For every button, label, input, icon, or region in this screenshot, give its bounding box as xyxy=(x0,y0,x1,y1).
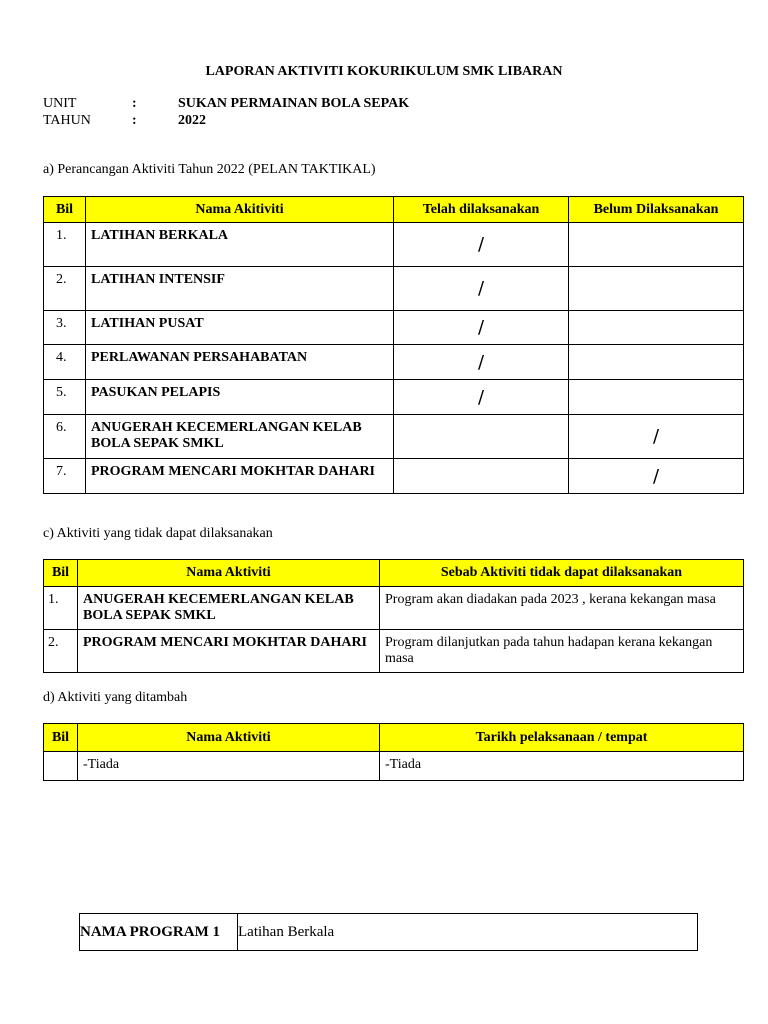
row-nama: LATIHAN PUSAT xyxy=(86,311,394,345)
col-nama: Nama Akitiviti xyxy=(86,197,394,223)
row-telah xyxy=(394,459,569,494)
table-row xyxy=(44,752,744,781)
table-row xyxy=(44,223,744,267)
table-row xyxy=(44,415,744,459)
row-bil: 5. xyxy=(44,380,86,415)
col-telah: Telah dilaksanakan xyxy=(394,197,569,223)
program-row xyxy=(80,914,698,951)
unit-label: UNIT xyxy=(43,96,77,111)
table-row xyxy=(44,630,744,673)
unit-value: SUKAN PERMAINAN BOLA SEPAK xyxy=(178,96,410,111)
col-sebab: Sebab Aktiviti tidak dapat dilaksanakan xyxy=(380,560,744,587)
row-telah xyxy=(394,415,569,459)
col-nama: Nama Aktiviti xyxy=(78,724,380,752)
row-bil: 6. xyxy=(44,415,86,459)
row-belum: / xyxy=(569,415,744,459)
row-nama: PASUKAN PELAPIS xyxy=(86,380,394,415)
row-sebab: Program akan diadakan pada 2023 , kerana kekangan masa xyxy=(380,587,744,630)
col-bil: Bil xyxy=(44,724,78,752)
row-nama: ANUGERAH KECEMERLANGAN KELAB BOLA SEPAK SMKL xyxy=(78,587,380,630)
program-table xyxy=(79,913,698,951)
added-table-header xyxy=(44,724,744,752)
row-belum: / xyxy=(569,459,744,494)
tahun-value: 2022 xyxy=(178,113,206,128)
plan-table-header xyxy=(44,197,744,223)
row-belum xyxy=(569,267,744,311)
row-telah: / xyxy=(394,311,569,345)
row-bil: 2. xyxy=(44,267,86,311)
section-a-heading: a) Perancangan Aktiviti Tahun 2022 (PELAN TAKTIKAL) xyxy=(43,162,376,177)
col-belum: Belum Dilaksanakan xyxy=(569,197,744,223)
row-belum xyxy=(569,345,744,380)
col-bil: Bil xyxy=(44,197,86,223)
section-c-heading: c) Aktiviti yang tidak dapat dilaksanakan xyxy=(43,526,273,541)
unit-colon: : xyxy=(132,96,137,111)
row-nama: PERLAWANAN PERSAHABATAN xyxy=(86,345,394,380)
col-tarikh: Tarikh pelaksanaan / tempat xyxy=(380,724,744,752)
row-nama: -Tiada xyxy=(78,752,380,781)
table-row xyxy=(44,459,744,494)
row-nama: LATIHAN BERKALA xyxy=(86,223,394,267)
row-telah: / xyxy=(394,223,569,267)
row-nama: LATIHAN INTENSIF xyxy=(86,267,394,311)
section-d-heading: d) Aktiviti yang ditambah xyxy=(43,690,188,705)
program-value: Latihan Berkala xyxy=(238,914,698,951)
report-title: LAPORAN AKTIVITI KOKURIKULUM SMK LIBARAN xyxy=(205,64,563,79)
row-belum xyxy=(569,223,744,267)
table-row xyxy=(44,380,744,415)
plan-table xyxy=(43,196,744,494)
row-bil: 1. xyxy=(44,587,78,630)
table-row xyxy=(44,587,744,630)
not-done-table-header xyxy=(44,560,744,587)
row-nama: ANUGERAH KECEMERLANGAN KELAB BOLA SEPAK SMKL xyxy=(86,415,394,459)
program-label: NAMA PROGRAM 1 xyxy=(80,914,238,951)
row-belum xyxy=(569,380,744,415)
tahun-label: TAHUN xyxy=(43,113,91,128)
row-bil: 2. xyxy=(44,630,78,673)
row-telah: / xyxy=(394,380,569,415)
col-bil: Bil xyxy=(44,560,78,587)
row-sebab: Program dilanjutkan pada tahun hadapan kerana kekangan masa xyxy=(380,630,744,673)
tahun-colon: : xyxy=(132,113,137,128)
row-bil: 1. xyxy=(44,223,86,267)
table-row xyxy=(44,311,744,345)
row-nama: PROGRAM MENCARI MOKHTAR DAHARI xyxy=(78,630,380,673)
row-nama: PROGRAM MENCARI MOKHTAR DAHARI xyxy=(86,459,394,494)
not-done-table xyxy=(43,559,744,673)
table-row xyxy=(44,345,744,380)
row-telah: / xyxy=(394,345,569,380)
row-tarikh: -Tiada xyxy=(380,752,744,781)
row-bil: 7. xyxy=(44,459,86,494)
added-table xyxy=(43,723,744,781)
col-nama: Nama Aktiviti xyxy=(78,560,380,587)
row-bil xyxy=(44,752,78,781)
row-bil: 3. xyxy=(44,311,86,345)
table-row xyxy=(44,267,744,311)
row-telah: / xyxy=(394,267,569,311)
row-belum xyxy=(569,311,744,345)
row-bil: 4. xyxy=(44,345,86,380)
